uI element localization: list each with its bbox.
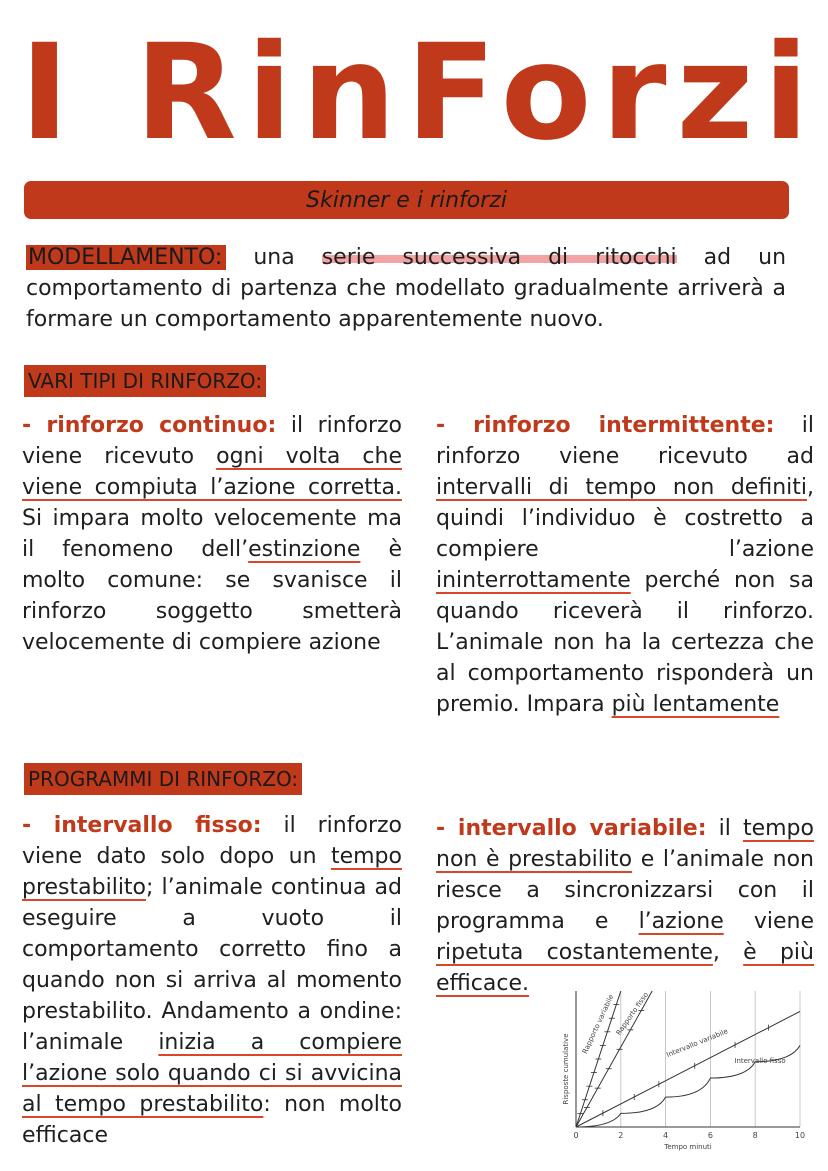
intermittente-text-1: il rinforzo viene ricevuto ad (436, 413, 815, 469)
chart-x-tick-label: 2 (618, 1131, 624, 1140)
intermittente-text-2: , quindi l’individuo è costretto a compiere l’azione (436, 475, 814, 562)
chart-svg (560, 985, 810, 1155)
chart-series-label: Intervallo fisso (734, 1057, 786, 1065)
intermittente-underline-2: ininterrottamente (436, 568, 631, 593)
modellamento-text-2: ad un comportamento di partenza che modellato gradualmente arriverà a formare un comportamento apparentemente nuovo. (26, 245, 787, 332)
intermittente-underline-3: più lentamente (611, 692, 780, 717)
variabile-underline-1: tempo non è prestabilito (436, 816, 814, 872)
chart-series-label: Rapporto variabile (580, 993, 616, 1056)
fisso-text-3: : non molto efficace (22, 1092, 402, 1148)
fisso-underline-2: inizia a compiere l’azione solo quando ci si avvicina al tempo prestabilito (22, 1030, 402, 1117)
subtitle-banner (24, 181, 789, 219)
chart-x-tick-label: 0 (573, 1131, 579, 1140)
variabile-text-1: il (706, 816, 743, 841)
variabile-text-3: viene (723, 909, 814, 934)
modellamento-paragraph (26, 242, 786, 335)
page-title: I RinForzi (20, 16, 819, 170)
variabile-underline-4: è più efficace. (436, 940, 814, 996)
modellamento-label: MODELLAMENTO: (26, 245, 226, 270)
intervallo-fisso-term: - intervallo fisso: (22, 813, 262, 838)
intervallo-variabile-paragraph (436, 813, 814, 999)
intermittente-underline-1: intervalli di tempo non definiti (436, 475, 807, 500)
programmi-heading: PROGRAMMI DI RINFORZO: (24, 763, 302, 795)
chart-x-tick-label: 4 (663, 1131, 669, 1140)
chart-y-axis-label: Risposte cumulative (562, 1033, 570, 1105)
chart-series-label: Rapporto fisso (614, 990, 651, 1037)
chart-series-label: Intervallo variabile (665, 1027, 730, 1060)
cumulative-responses-chart (560, 985, 810, 1155)
fisso-text-1: il rinforzo viene dato solo dopo un (22, 813, 402, 869)
continuo-text-2: Si impara molto velocemente ma il fenomeno dell’ (22, 506, 402, 562)
variabile-underline-2: l’azione (638, 909, 724, 934)
intervallo-variabile-term: - intervallo variabile: (436, 816, 707, 841)
modellamento-text-1: una (226, 245, 322, 270)
intervallo-fisso-paragraph (22, 810, 402, 1151)
continuo-text-1: il rinforzo viene ricevuto (22, 413, 402, 469)
vari-tipi-heading: VARI TIPI DI RINFORZO: (24, 365, 266, 397)
rinforzo-intermittente-paragraph (436, 410, 814, 720)
fisso-text-2: ; l’animale continua ad eseguire a vuoto il comportamento corretto fino a quando non si arriva al momento prestabilito. Andamento a ondine: l’animale (22, 875, 402, 1055)
chart-x-tick-label: 8 (752, 1131, 758, 1140)
chart-x-axis-label: Tempo minuti (664, 1143, 712, 1151)
subtitle: Skinner e i rinforzi (306, 187, 507, 213)
variabile-underline-3: ripetuta costantemente (436, 940, 713, 965)
modellamento-highlight: serie successiva di ritocchi (321, 245, 677, 270)
chart-x-tick-label: 6 (707, 1131, 713, 1140)
variabile-text-2: e l’animale non riesce a sincronizzarsi con il programma e (436, 847, 814, 934)
continuo-text-3: è molto comune: se svanisce il rinforzo soggetto smetterà velocemente di compiere azione (22, 537, 403, 655)
fisso-underline-1: tempo prestabilito (22, 844, 402, 900)
intermittente-text-3: perché non sa quando riceverà il rinforzo. L’animale non ha la certezza che al comportamento risponderà un premio. Impara (436, 568, 814, 717)
continuo-underline-1: ogni volta che viene compiuta l’azione corretta. (22, 444, 402, 500)
continuo-underline-2: estinzione (248, 537, 361, 562)
rinforzo-continuo-term: - rinforzo continuo: (22, 413, 277, 438)
variabile-text-4: , (712, 940, 744, 965)
chart-series-line (576, 1011, 800, 1127)
rinforzo-intermittente-term: - rinforzo intermittente: (436, 413, 775, 438)
rinforzo-continuo-paragraph (22, 410, 402, 658)
chart-x-tick-label: 10 (794, 1131, 806, 1140)
